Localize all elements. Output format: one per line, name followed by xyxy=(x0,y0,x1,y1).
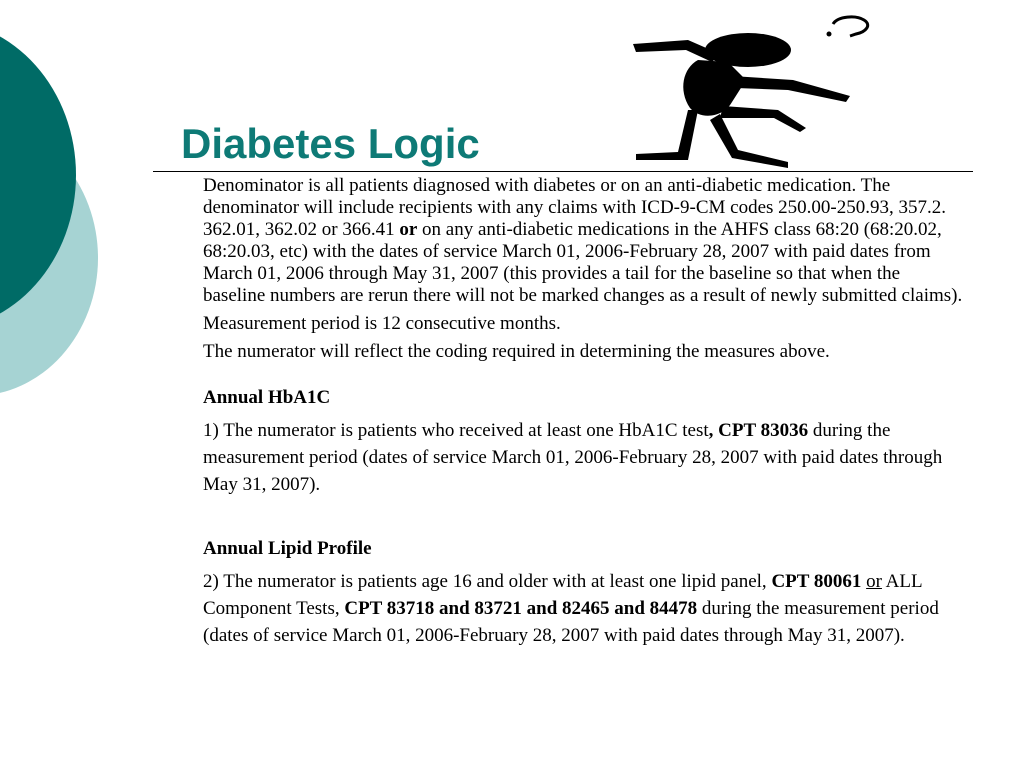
hba1c-cpt: , CPT 83036 xyxy=(708,420,809,441)
lipid-text-mid: ALL Component Tests, xyxy=(203,571,922,619)
slide-body xyxy=(203,175,963,649)
lipid-or-underline: or xyxy=(866,571,882,592)
lipid-paragraph xyxy=(203,568,963,649)
title-divider xyxy=(153,171,973,172)
numerator-paragraph: The numerator will reflect the coding required in determining the measures above. xyxy=(203,341,830,362)
lipid-text-cont: during the measurement period (dates of service March 01, 2006-February 28, 2007 with paid dates through May 31, 2007). xyxy=(203,598,939,646)
hba1c-heading: Annual HbA1C xyxy=(203,387,331,408)
denominator-paragraph xyxy=(203,175,963,307)
hba1c-text: 1) The numerator is patients who received at least one HbA1C test xyxy=(203,420,709,441)
slide-title: Diabetes Logic xyxy=(181,120,480,167)
thinking-person-icon xyxy=(628,10,888,170)
denominator-text: Denominator is all patients diagnosed with diabetes or on an anti-diabetic medication. The denominator will include recipients with any claims with ICD-9-CM codes 250.00-250.93, 357.2. 362.01, 362.02 or 366.41 xyxy=(203,175,946,240)
lipid-text: 2) The numerator is patients age 16 and older with at least one lipid panel, xyxy=(203,571,772,592)
denominator-text-cont: on any anti-diabetic medications in the AHFS class 68:20 (68:20.02, 68:20.03, etc) with the dates of service March 01, 2006-February 28, 2007 with paid dates from March 01, 2006 through May 31, 2007 (this provides a tail for the baseline so that when the baseline numbers are rerun there will not be marked changes as a result of newly submitted claims). xyxy=(203,219,963,306)
measurement-period-paragraph: Measurement period is 12 consecutive months. xyxy=(203,313,561,334)
lipid-cpt-components: CPT 83718 and 83721 and 82465 and 84478 xyxy=(344,598,698,619)
denominator-or-bold: or xyxy=(399,219,418,240)
lipid-heading: Annual Lipid Profile xyxy=(203,538,372,559)
hba1c-text-cont: during the measurement period (dates of service March 01, 2006-February 28, 2007 with paid dates through May 31, 2007). xyxy=(203,420,943,495)
hba1c-paragraph xyxy=(203,417,963,498)
lipid-cpt-80061: CPT 80061 xyxy=(771,571,862,592)
